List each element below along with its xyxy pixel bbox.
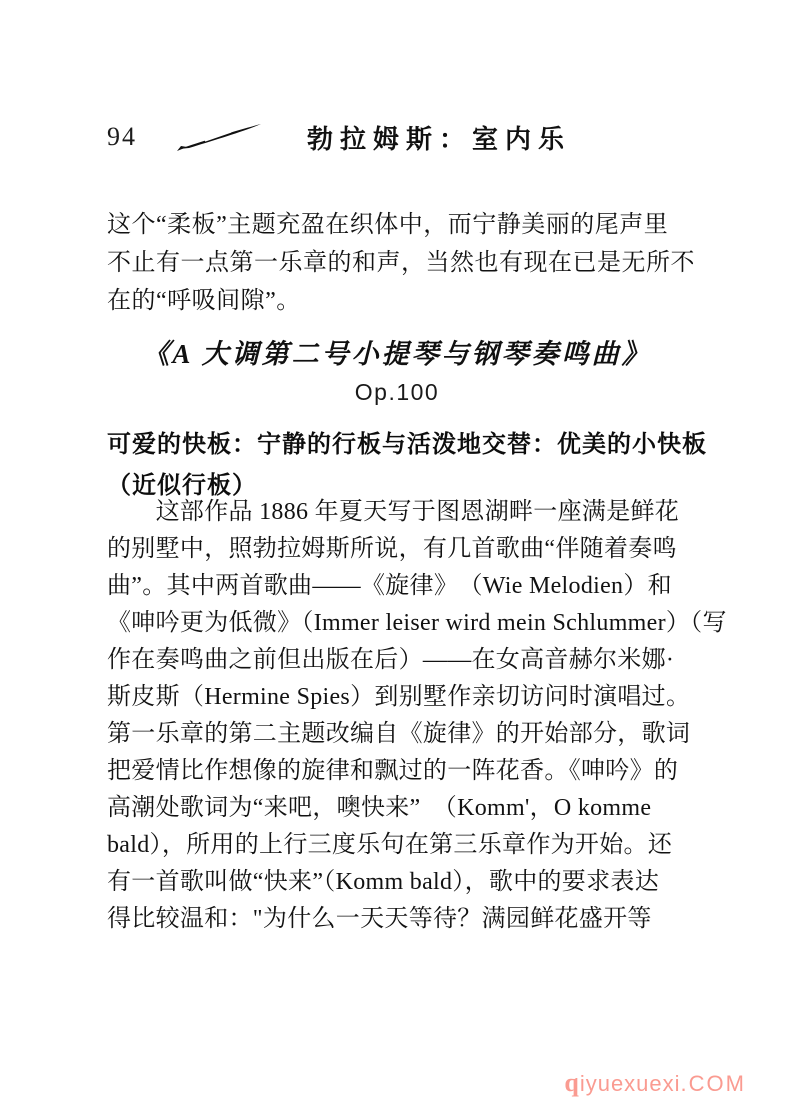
work-title: 《A 大调第二号小提琴与钢琴奏鸣曲》	[142, 339, 652, 369]
watermark-tld: .COM	[680, 1071, 746, 1096]
page-header	[107, 120, 687, 154]
text-line: 《呻吟更为低微》（Immer leiser wird mein Schlummer）（写	[107, 610, 727, 636]
text-line: 在的“呼吸间隙”。	[107, 288, 301, 314]
text-line: 斯皮斯（Hermine Spies）到别墅作亲切访问时演唱过。	[107, 684, 691, 710]
text-line: 可爱的快板：宁静的行板与活泼地交替：优美的小快板	[107, 431, 707, 458]
flourish-icon	[175, 122, 267, 152]
text-line: 曲”。其中两首歌曲——《旋律》 （Wie Melodien）和	[107, 573, 672, 599]
text-line: 这个“柔板”主题充盈在织体中，而宁静美丽的尾声里	[107, 212, 669, 238]
book-title: 勃拉姆斯：室内乐	[307, 124, 572, 154]
opus-number: Op.100	[354, 379, 440, 405]
watermark-domain: iyuexuexi	[579, 1071, 681, 1096]
text-line: （近似行板）	[107, 472, 257, 499]
intro-paragraph	[107, 206, 695, 320]
text-line: 这部作品 1886 年夏天写于图恩湖畔一座满是鲜花	[107, 499, 680, 525]
page-number: 94	[107, 122, 137, 151]
text-line: 得比较温和："为什么一天天等待？满园鲜花盛开等	[107, 906, 652, 932]
watermark-q: q	[564, 1068, 580, 1097]
text-line: 有一首歌叫做“快来”（Komm bald），歌中的要求表达	[107, 869, 659, 895]
text-line: 第一乐章的第二主题改编自《旋律》的开始部分，歌词	[107, 721, 691, 747]
text-line: 的别墅中，照勃拉姆斯所说，有几首歌曲“伴随着奏鸣	[107, 536, 677, 562]
watermark	[564, 1068, 746, 1098]
text-line: 把爱情比作想像的旋律和飘过的一阵花香。《呻吟》的	[107, 758, 679, 784]
text-line: 高潮处歌词为“来吧，噢快来” （Komm'，O komme	[107, 795, 652, 821]
text-line: 不止有一点第一乐章的和声，当然也有现在已是无所不	[107, 250, 695, 276]
text-line: bald），所用的上行三度乐句在第三乐章作为开始。还	[107, 832, 673, 858]
body-paragraph	[107, 494, 727, 938]
text-line: 作在奏鸣曲之前但出版在后）——在女高音赫尔米娜·	[107, 647, 675, 673]
